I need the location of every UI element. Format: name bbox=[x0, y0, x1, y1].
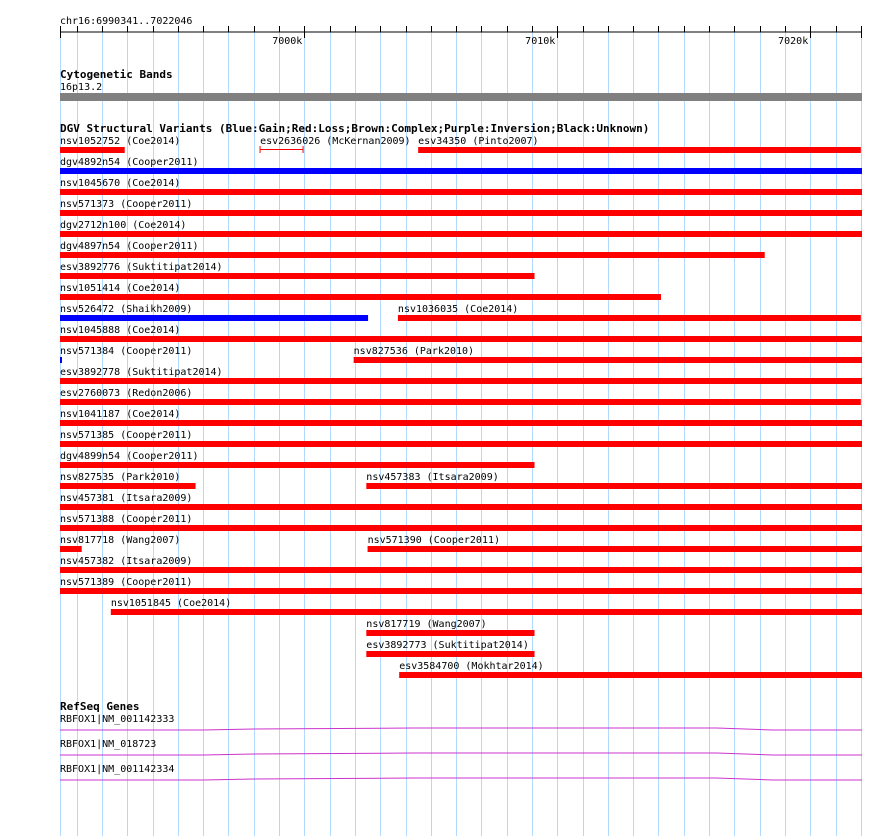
variant-label[interactable]: nsv1045670 (Coe2014) bbox=[60, 178, 181, 189]
variant-bar[interactable] bbox=[60, 231, 862, 237]
variant-bar[interactable] bbox=[60, 357, 62, 363]
variant-label[interactable]: nsv571389 (Cooper2011) bbox=[60, 577, 193, 588]
variant-bar[interactable] bbox=[60, 441, 862, 447]
variant-bar[interactable] bbox=[366, 483, 862, 489]
variant-bar[interactable] bbox=[60, 252, 765, 258]
variant-bar[interactable] bbox=[60, 420, 862, 426]
variant-label[interactable]: nsv571385 (Cooper2011) bbox=[60, 430, 193, 441]
variant-bar[interactable] bbox=[60, 525, 862, 531]
variant-label[interactable]: nsv526472 (Shaikh2009) bbox=[60, 304, 193, 315]
variant-label[interactable]: nsv827535 (Park2010) bbox=[60, 472, 181, 483]
gene-label[interactable]: RBFOX1|NM_001142333 bbox=[60, 714, 175, 725]
variant-bar[interactable] bbox=[418, 147, 861, 153]
variant-bar[interactable] bbox=[60, 546, 82, 552]
ruler-tick-label: 7010k bbox=[525, 36, 556, 47]
variant-label[interactable]: dgv4897n54 (Cooper2011) bbox=[60, 241, 199, 252]
variant-label[interactable]: dgv4899n54 (Cooper2011) bbox=[60, 451, 199, 462]
variant-label[interactable]: esv3892778 (Suktitipat2014) bbox=[60, 367, 223, 378]
variant-label[interactable]: dgv2712n100 (Coe2014) bbox=[60, 220, 187, 231]
ruler-tick-label: 7000k bbox=[272, 36, 303, 47]
variant-bar[interactable] bbox=[366, 630, 534, 636]
variant-bar[interactable] bbox=[111, 609, 862, 615]
variant-bar[interactable] bbox=[60, 567, 862, 573]
variant-label[interactable]: nsv827536 (Park2010) bbox=[353, 346, 475, 357]
cytoband-track-title[interactable]: Cytogenetic Bands bbox=[60, 68, 173, 81]
dgv-track-title[interactable]: DGV Structural Variants (Blue:Gain;Red:Loss;Brown:Complex;Purple:Inversion;Black:Unknown) bbox=[60, 122, 650, 135]
variant-label[interactable]: nsv1051414 (Coe2014) bbox=[60, 283, 181, 294]
gene-label[interactable]: RBFOX1|NM_018723 bbox=[60, 739, 157, 750]
variant-label[interactable]: esv34350 (Pinto2007) bbox=[418, 136, 539, 147]
gene-label[interactable]: RBFOX1|NM_001142334 bbox=[60, 764, 175, 775]
variant-label[interactable]: dgv4892n54 (Cooper2011) bbox=[60, 157, 199, 168]
ruler-ticks bbox=[61, 26, 862, 47]
variant-label[interactable]: esv2760073 (Redon2006) bbox=[60, 388, 193, 399]
variant-bar[interactable] bbox=[366, 651, 534, 657]
variant-label[interactable]: esv3584700 (Mokhtar2014) bbox=[399, 661, 544, 672]
variant-label[interactable]: nsv1052752 (Coe2014) bbox=[60, 136, 181, 147]
variant-bar[interactable] bbox=[60, 210, 862, 216]
variant-label[interactable]: nsv457383 (Itsara2009) bbox=[366, 472, 499, 483]
variant-bar[interactable] bbox=[60, 399, 861, 405]
variant-label[interactable]: esv3892773 (Suktitipat2014) bbox=[366, 640, 529, 651]
variant-label[interactable]: nsv817719 (Wang2007) bbox=[366, 619, 487, 630]
variant-bar[interactable] bbox=[368, 546, 862, 552]
variant-bar[interactable] bbox=[398, 315, 861, 321]
variant-label[interactable]: nsv1051845 (Coe2014) bbox=[110, 598, 232, 609]
variant-label[interactable]: nsv1036035 (Coe2014) bbox=[397, 304, 519, 315]
variant-label[interactable]: nsv571373 (Cooper2011) bbox=[60, 199, 193, 210]
variant-bar[interactable] bbox=[60, 588, 862, 594]
variant-label[interactable]: nsv457381 (Itsara2009) bbox=[60, 493, 193, 504]
variant-bar[interactable] bbox=[60, 189, 862, 195]
variant-label[interactable]: esv3892776 (Suktitipat2014) bbox=[60, 262, 223, 273]
variant-bar[interactable] bbox=[260, 146, 303, 153]
gene-model[interactable] bbox=[60, 778, 862, 780]
cytoband-bar[interactable] bbox=[60, 93, 862, 101]
variant-bar[interactable] bbox=[60, 378, 862, 384]
variant-bar[interactable] bbox=[60, 315, 368, 321]
variant-bar[interactable] bbox=[399, 672, 862, 678]
gene-model[interactable] bbox=[60, 728, 862, 730]
cytoband-label: 16p13.2 bbox=[60, 82, 103, 93]
variant-bar[interactable] bbox=[60, 462, 535, 468]
refseq-track-title[interactable]: RefSeq Genes bbox=[60, 700, 140, 713]
ruler-tick-label: 7020k bbox=[778, 36, 809, 47]
variant-bar[interactable] bbox=[60, 294, 661, 300]
variant-bar[interactable] bbox=[60, 147, 125, 153]
variant-bar[interactable] bbox=[60, 273, 535, 279]
variant-label[interactable]: nsv817718 (Wang2007) bbox=[60, 535, 181, 546]
variant-bar[interactable] bbox=[354, 357, 862, 363]
variant-bar[interactable] bbox=[60, 504, 862, 510]
variant-label[interactable]: esv2636026 (McKernan2009) bbox=[260, 136, 411, 147]
variant-label[interactable]: nsv571384 (Cooper2011) bbox=[60, 346, 193, 357]
region-label: chr16:6990341..7022046 bbox=[60, 16, 193, 27]
variant-bar[interactable] bbox=[60, 168, 862, 174]
refseq-track bbox=[60, 714, 862, 780]
variant-label[interactable]: nsv571388 (Cooper2011) bbox=[60, 514, 193, 525]
dgv-track bbox=[60, 136, 862, 678]
variant-label[interactable]: nsv571390 (Cooper2011) bbox=[367, 535, 501, 546]
variant-label[interactable]: nsv457382 (Itsara2009) bbox=[60, 556, 193, 567]
variant-bar[interactable] bbox=[60, 483, 196, 489]
gene-model[interactable] bbox=[60, 753, 862, 755]
variant-label[interactable]: nsv1041187 (Coe2014) bbox=[60, 409, 181, 420]
variant-label[interactable]: nsv1045888 (Coe2014) bbox=[60, 325, 181, 336]
variant-bar[interactable] bbox=[60, 336, 862, 342]
